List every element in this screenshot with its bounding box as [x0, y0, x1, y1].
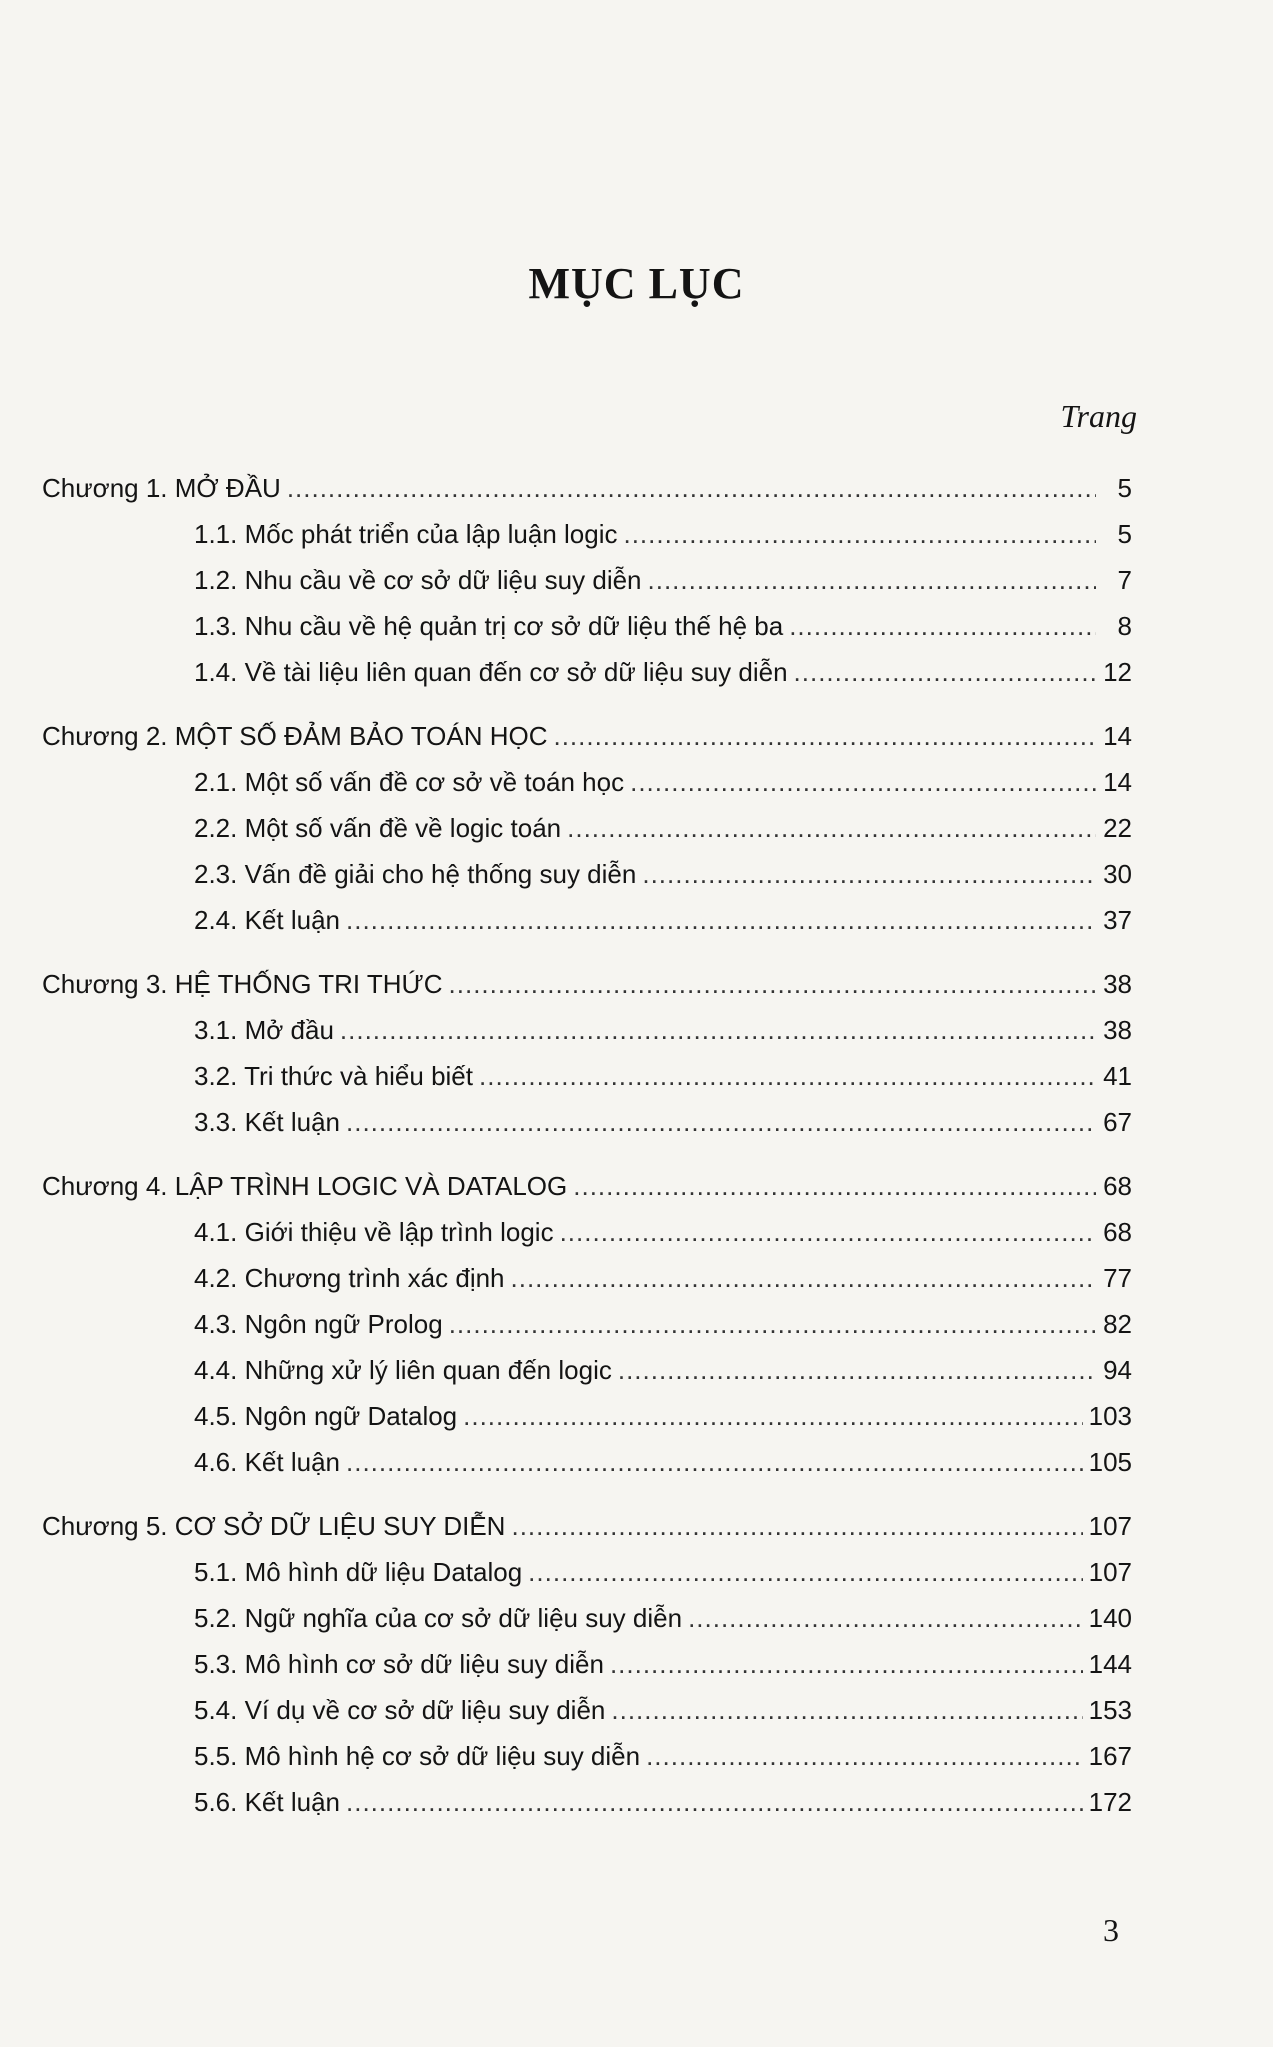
toc-section-entry[interactable]: [42, 557, 1132, 603]
dot-leader: [346, 1779, 1083, 1825]
toc-entry-label: 4.4. Những xử lý liên quan đến logic: [194, 1355, 612, 1385]
dot-leader: [573, 1163, 1096, 1209]
toc-entry-label: Chương 5. CƠ SỞ DỮ LIỆU SUY DIỄN: [42, 1511, 506, 1541]
toc-section-entry[interactable]: [42, 1099, 1132, 1145]
dot-leader: [463, 1393, 1082, 1439]
toc-section-entry[interactable]: [42, 1549, 1132, 1595]
toc-entry-page: 140: [1088, 1603, 1132, 1633]
toc-entry-page: 7: [1117, 565, 1132, 595]
toc-section-entry[interactable]: [42, 1733, 1132, 1779]
dot-leader: [610, 1641, 1083, 1687]
toc-entry-label: Chương 3. HỆ THỐNG TRI THỨC: [42, 969, 443, 999]
toc-entry-page: 22: [1103, 813, 1132, 843]
toc-section-entry[interactable]: [42, 603, 1132, 649]
toc-entry-label: 5.2. Ngữ nghĩa của cơ sở dữ liệu suy diễn: [194, 1603, 683, 1633]
toc-entry-label: 4.5. Ngôn ngữ Datalog: [194, 1401, 458, 1431]
toc-section-entry[interactable]: [42, 1007, 1132, 1053]
toc-entry-page: 14: [1103, 767, 1132, 797]
toc-entry-page: 41: [1103, 1061, 1132, 1091]
toc-entry-label: 4.2. Chương trình xác định: [194, 1263, 505, 1293]
toc-entry-label: Chương 4. LẬP TRÌNH LOGIC VÀ DATALOG: [42, 1171, 568, 1201]
toc-section-entry[interactable]: [42, 805, 1132, 851]
toc-entry-label: 1.4. Về tài liệu liên quan đến cơ sở dữ liệu suy diễn: [194, 657, 788, 687]
toc-section-entry[interactable]: [42, 1595, 1132, 1641]
dot-leader: [511, 1255, 1096, 1301]
toc-chapter-entry[interactable]: [42, 1503, 1132, 1549]
dot-leader: [449, 1301, 1096, 1347]
toc-section-entry[interactable]: [42, 511, 1132, 557]
toc-section-entry[interactable]: [42, 1687, 1132, 1733]
toc-entry-page: 67: [1103, 1107, 1132, 1137]
toc-section-entry[interactable]: [42, 1393, 1132, 1439]
dot-leader: [287, 465, 1096, 511]
dot-leader: [648, 557, 1096, 603]
dot-leader: [560, 1209, 1096, 1255]
page-title: MỤC LỤC: [528, 259, 745, 308]
toc-entry-page: 38: [1103, 1015, 1132, 1045]
dot-leader: [346, 1439, 1083, 1485]
toc-entry-page: 107: [1088, 1511, 1132, 1541]
dot-leader: [688, 1595, 1083, 1641]
toc-entry-page: 5: [1117, 519, 1132, 549]
table-of-contents: [42, 465, 1132, 1825]
toc-entry-label: 3.3. Kết luận: [194, 1107, 340, 1137]
toc-section-entry[interactable]: [42, 759, 1132, 805]
toc-section-entry[interactable]: [42, 1347, 1132, 1393]
toc-entry-label: 5.5. Mô hình hệ cơ sở dữ liệu suy diễn: [194, 1741, 641, 1771]
toc-entry-label: 2.2. Một số vấn đề về logic toán: [194, 813, 562, 843]
dot-leader: [511, 1503, 1082, 1549]
toc-entry-page: 37: [1103, 905, 1132, 935]
toc-entry-page: 94: [1103, 1355, 1132, 1385]
toc-entry-label: 4.3. Ngôn ngữ Prolog: [194, 1309, 443, 1339]
toc-section-entry[interactable]: [42, 1209, 1132, 1255]
toc-section-entry[interactable]: [42, 649, 1132, 695]
toc-entry-page: 103: [1088, 1401, 1132, 1431]
dot-leader: [794, 649, 1096, 695]
toc-entry-label: Chương 2. MỘT SỐ ĐẢM BẢO TOÁN HỌC: [42, 721, 548, 751]
toc-entry-page: 167: [1088, 1741, 1132, 1771]
toc-entry-label: 2.4. Kết luận: [194, 905, 340, 935]
toc-entry-label: 1.1. Mốc phát triển của lập luận logic: [194, 519, 618, 549]
toc-entry-page: 8: [1117, 611, 1132, 641]
toc-entry-page: 68: [1103, 1217, 1132, 1247]
toc-chapter-entry[interactable]: [42, 961, 1132, 1007]
toc-entry-page: 82: [1103, 1309, 1132, 1339]
toc-section-entry[interactable]: [42, 1053, 1132, 1099]
toc-entry-page: 30: [1103, 859, 1132, 889]
toc-entry-page: 153: [1088, 1695, 1132, 1725]
toc-entry-page: 144: [1088, 1649, 1132, 1679]
toc-entry-label: 5.4. Ví dụ về cơ sở dữ liệu suy diễn: [194, 1695, 606, 1725]
toc-entry-label: 3.2. Tri thức và hiểu biết: [194, 1061, 473, 1091]
toc-entry-label: 4.1. Giới thiệu về lập trình logic: [194, 1217, 554, 1247]
toc-entry-label: 5.6. Kết luận: [194, 1787, 340, 1817]
dot-leader: [567, 805, 1096, 851]
toc-section-entry[interactable]: [42, 1641, 1132, 1687]
dot-leader: [611, 1687, 1082, 1733]
dot-leader: [623, 511, 1096, 557]
dot-leader: [346, 897, 1096, 943]
toc-entry-label: Chương 1. MỞ ĐẦU: [42, 473, 281, 503]
toc-entry-label: 2.1. Một số vấn đề cơ sở về toán học: [194, 767, 625, 797]
toc-chapter-entry[interactable]: [42, 1163, 1132, 1209]
toc-entry-page: 77: [1103, 1263, 1132, 1293]
toc-entry-page: 68: [1103, 1171, 1132, 1201]
toc-section-entry[interactable]: [42, 851, 1132, 897]
toc-chapter-entry[interactable]: [42, 465, 1132, 511]
toc-section-entry[interactable]: [42, 1439, 1132, 1485]
toc-entry-label: 2.3. Vấn đề giải cho hệ thống suy diễn: [194, 859, 637, 889]
dot-leader: [553, 713, 1096, 759]
toc-entry-label: 5.1. Mô hình dữ liệu Datalog: [194, 1557, 523, 1587]
toc-entry-page: 105: [1088, 1447, 1132, 1477]
dot-leader: [449, 961, 1096, 1007]
toc-entry-label: 1.3. Nhu cầu về hệ quản trị cơ sở dữ liệu thế hệ ba: [194, 611, 784, 641]
dot-leader: [646, 1733, 1083, 1779]
dot-leader: [528, 1549, 1082, 1595]
toc-entry-page: 38: [1103, 969, 1132, 999]
toc-section-entry[interactable]: [42, 1779, 1132, 1825]
toc-entry-page: 14: [1103, 721, 1132, 751]
toc-entry-label: 4.6. Kết luận: [194, 1447, 340, 1477]
toc-section-entry[interactable]: [42, 1301, 1132, 1347]
toc-section-entry[interactable]: [42, 1255, 1132, 1301]
dot-leader: [642, 851, 1096, 897]
toc-entry-page: 12: [1103, 657, 1132, 687]
toc-entry-page: 107: [1088, 1557, 1132, 1587]
dot-leader: [340, 1007, 1096, 1053]
toc-entry-label: 5.3. Mô hình cơ sở dữ liệu suy diễn: [194, 1649, 604, 1679]
toc-entry-page: 5: [1117, 473, 1132, 503]
dot-leader: [630, 759, 1096, 805]
page-number: 3: [1103, 1912, 1119, 1948]
toc-entry-page: 172: [1088, 1787, 1132, 1817]
dot-leader: [479, 1053, 1096, 1099]
toc-entry-label: 3.1. Mở đầu: [194, 1015, 334, 1045]
toc-chapter-entry[interactable]: [42, 713, 1132, 759]
dot-leader: [346, 1099, 1096, 1145]
toc-entry-label: 1.2. Nhu cầu về cơ sở dữ liệu suy diễn: [194, 565, 642, 595]
dot-leader: [789, 603, 1096, 649]
dot-leader: [618, 1347, 1096, 1393]
toc-section-entry[interactable]: [42, 897, 1132, 943]
page-column-header: Trang: [1060, 398, 1137, 434]
